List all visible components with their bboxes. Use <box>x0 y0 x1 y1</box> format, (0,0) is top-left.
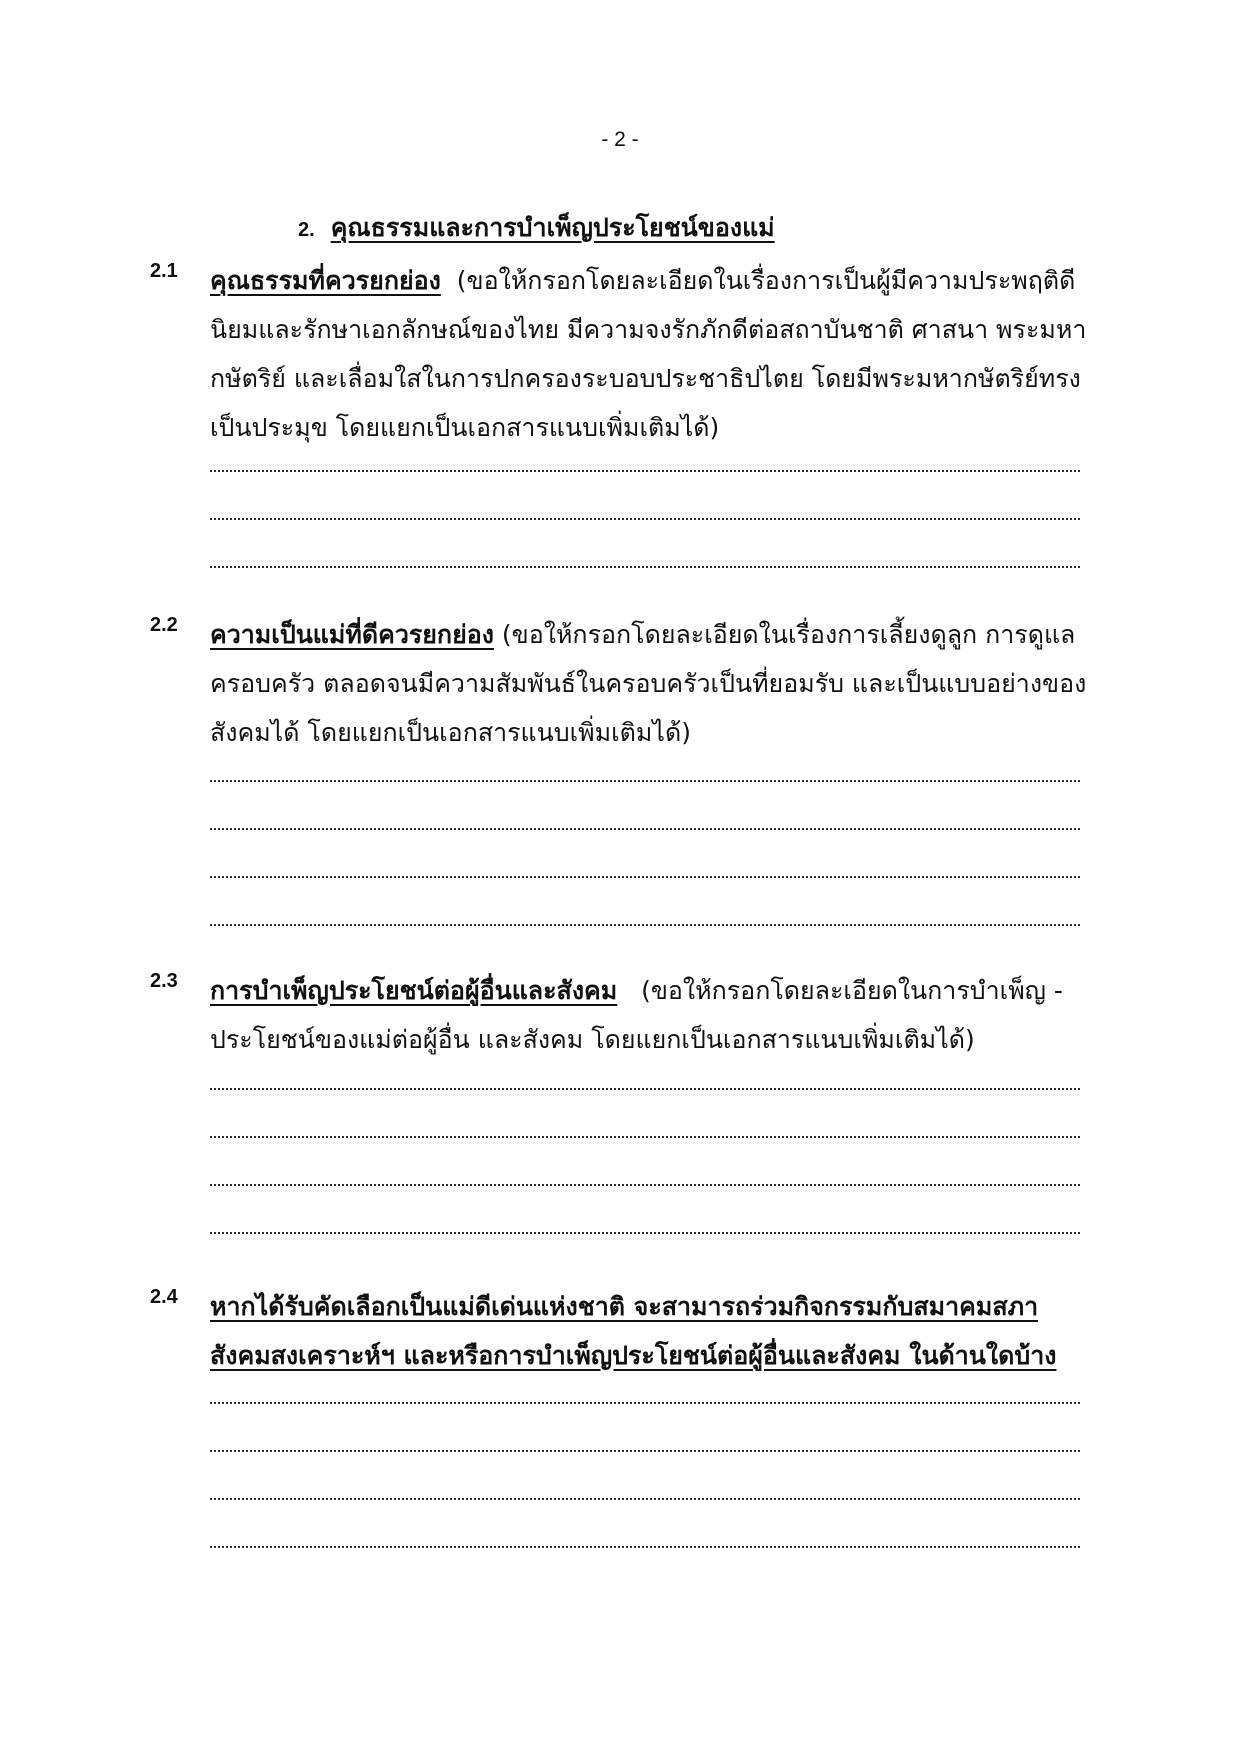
section-body <box>210 966 1090 1064</box>
section-number: 2.4 <box>150 1286 178 1308</box>
answer-line[interactable] <box>210 780 1080 782</box>
section-2-2 <box>150 610 1090 757</box>
section-heading: การบำเพ็ญประโยชน์ต่อผู้อื่นและสังคม <box>210 976 618 1005</box>
section-2-1 <box>150 256 1090 452</box>
answer-line[interactable] <box>210 518 1080 520</box>
section-instructions: (ขอให้กรอกโดยละเอียดในเรื่องการเป็นผู้มีความประพฤติดีนิยมและรักษาเอกลักษณ์ของไทย มีความจงรักภักดีต่อสถาบันชาติ ศาสนา พระมหากษัตริย์ และเลื่อมใสในการปกครองระบอบประชาธิปไตย โดยมีพระมหากษัตริย์ทรงเป็นประมุข โดยแยกเป็นเอกสารแนบเพิ่มเติมได้) <box>210 266 1087 442</box>
section-body <box>210 1282 1090 1380</box>
answer-line[interactable] <box>210 1136 1080 1138</box>
section-title-text: คุณธรรมและการบำเพ็ญประโยชน์ของแม่ <box>330 213 775 242</box>
answer-line[interactable] <box>210 1546 1080 1548</box>
section-title <box>298 208 1138 248</box>
answer-line[interactable] <box>210 1232 1080 1234</box>
section-title-number: 2. <box>298 219 315 241</box>
section-2-4 <box>150 1282 1090 1380</box>
answer-line[interactable] <box>210 470 1080 472</box>
section-2-3 <box>150 966 1090 1064</box>
section-heading: ความเป็นแม่ที่ดีควรยกย่อง <box>210 620 494 649</box>
section-number: 2.2 <box>150 614 178 636</box>
answer-line[interactable] <box>210 1184 1080 1186</box>
section-instructions: (ขอให้กรอกโดยละเอียดในเรื่องการเลี้ยงดูลูก การดูแลครอบครัว ตลอดจนมีความสัมพันธ์ในครอบครัวเป็นที่ยอมรับ และเป็นแบบอย่างของสังคมได้ โดยแยกเป็นเอกสารแนบเพิ่มเติมได้) <box>210 620 1087 747</box>
page-number: - 2 - <box>601 128 639 151</box>
section-heading: หากได้รับคัดเลือกเป็นแม่ดีเด่นแห่งชาติ จะสามารถร่วมกิจกรรมกับสมาคมสภาสังคมสงเคราะห์ฯ และหรือการบำเพ็ญประโยชน์ต่อผู้อื่นและสังคม ในด้านใดบ้าง <box>210 1292 1057 1370</box>
answer-line[interactable] <box>210 1450 1080 1452</box>
section-body <box>210 256 1090 452</box>
section-instructions: (ขอให้กรอกโดยละเอียดในการบำเพ็ญ - ประโยชน์ของแม่ต่อผู้อื่น และสังคม โดยแยกเป็นเอกสารแนบเพิ่มเติมได้) <box>210 976 1063 1054</box>
answer-line[interactable] <box>210 1402 1080 1404</box>
answer-line[interactable] <box>210 566 1080 568</box>
section-number: 2.3 <box>150 970 178 992</box>
answer-line[interactable] <box>210 1088 1080 1090</box>
section-heading: คุณธรรมที่ควรยกย่อง <box>210 266 441 295</box>
answer-line[interactable] <box>210 876 1080 878</box>
section-body <box>210 610 1090 757</box>
answer-line[interactable] <box>210 924 1080 926</box>
answer-line[interactable] <box>210 1498 1080 1500</box>
section-number: 2.1 <box>150 260 178 282</box>
answer-line[interactable] <box>210 828 1080 830</box>
